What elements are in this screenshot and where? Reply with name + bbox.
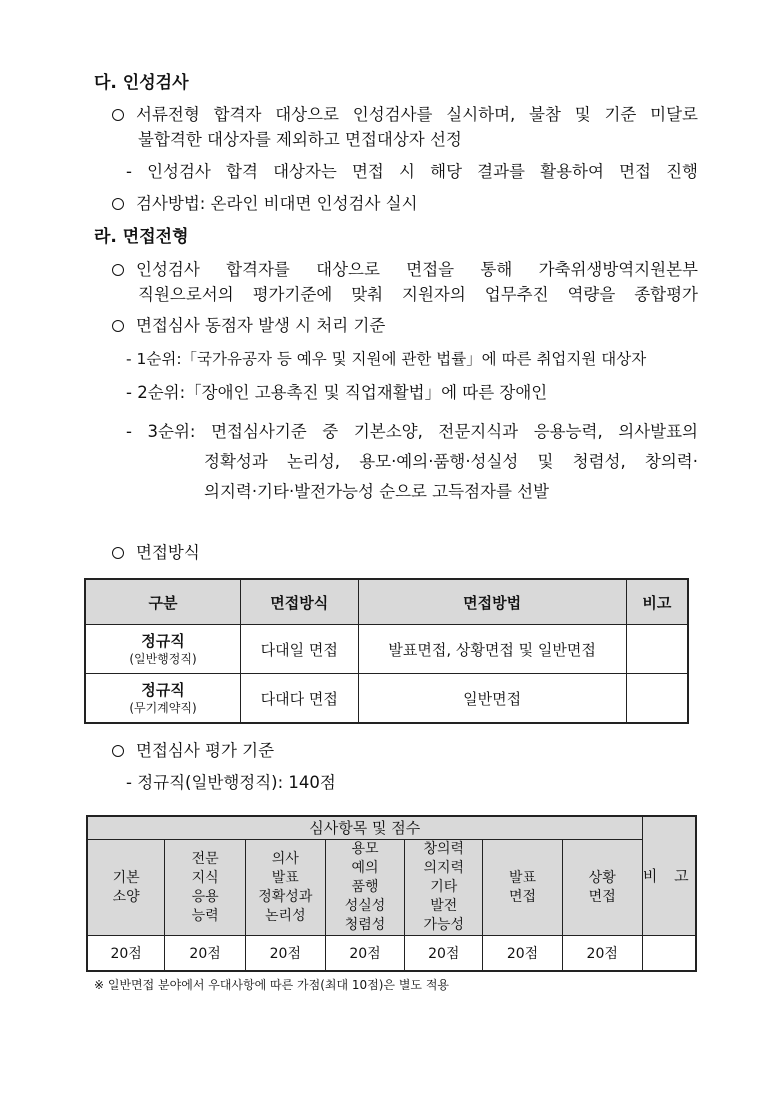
section-title-da: 다. 인성검사 [94, 73, 189, 93]
circle-bullet-icon [112, 547, 124, 559]
table-row [85, 674, 688, 724]
score-cell: 20점 [165, 936, 246, 972]
bullet-item: 검사방법: 온라인 비대면 인성검사 실시 [112, 193, 418, 215]
criteria-header-line: 성실성 [344, 898, 386, 914]
criteria-header [245, 840, 325, 936]
note-cell [626, 674, 688, 724]
footnote: ※ 일반면접 분야에서 우대사항에 따른 가점(최대 10점)은 별도 적용 [94, 978, 450, 992]
criteria-header-line: 정확성과 [258, 888, 313, 905]
interview-method-table [84, 578, 689, 724]
criteria-header-line: 지식 [191, 869, 219, 886]
criteria-header-line: 창의력 [423, 841, 465, 857]
category-cell: 정규직 (일반행정직) [85, 625, 240, 674]
column-header: 비고 [626, 579, 688, 625]
column-header: 구분 [85, 579, 240, 625]
note-cell [626, 625, 688, 674]
criteria-header-line: 발표 [508, 869, 537, 886]
circle-bullet-icon [112, 745, 124, 757]
column-header: 면접방식 [240, 579, 358, 625]
score-cell: 20점 [562, 936, 642, 972]
criteria-header-line: 전문 [191, 850, 219, 867]
criteria-header [405, 840, 483, 936]
circle-bullet-icon [112, 198, 124, 210]
evaluation-criteria-table [86, 815, 697, 972]
note-header: 비 고 [642, 816, 696, 936]
score-cell: 20점 [87, 936, 165, 972]
criteria-header-line: 의지력 [423, 860, 465, 876]
circle-bullet-icon [112, 264, 124, 276]
criteria-header-line: 논리성 [265, 907, 306, 924]
bullet-item: 면접심사 평가 기준 [112, 740, 274, 762]
criteria-header-line: 면접 [588, 888, 616, 905]
group-header: 심사항목 및 점수 [87, 816, 642, 840]
table-header-row [87, 816, 696, 840]
criteria-header-line: 품행 [351, 879, 379, 895]
criteria-header-line: 발표 [271, 869, 299, 886]
rank-item-2: - 2순위:「장애인 고용촉진 및 직업재활법」에 따른 장애인 [126, 383, 548, 402]
bullet-item-cont: 불합격한 대상자를 제외하고 면접대상자 선정 [138, 130, 462, 149]
criteria-header-line: 기본 [112, 869, 140, 886]
dash-item: - 정규직(일반행정직): 140점 [126, 773, 336, 792]
criteria-header [483, 840, 563, 936]
bullet-item-cont: 직원으로서의 평가기준에 맞춰 지원자의 업무추진 역량을 종합평가 [138, 285, 698, 304]
table-row [85, 625, 688, 674]
bullet-item: 인성검사 합격자를 대상으로 면접을 통해 가축위생방역지원본부 [112, 259, 698, 281]
note-cell [642, 936, 696, 972]
bullet-item: 면접방식 [112, 542, 200, 564]
method-cell: 발표면접, 상황면접 및 일반면접 [358, 625, 626, 674]
criteria-header-line: 가능성 [423, 917, 465, 933]
circle-bullet-icon [112, 320, 124, 332]
criteria-header-line: 의사 [271, 850, 299, 867]
circle-bullet-icon [112, 109, 124, 121]
bullet-item: 면접심사 동점자 발생 시 처리 기준 [112, 315, 385, 337]
section-title-ra: 라. 면접전형 [94, 227, 189, 247]
criteria-header-line: 청렴성 [344, 917, 386, 933]
criteria-header-line: 기타 [430, 879, 458, 895]
table-row [87, 936, 696, 972]
mode-cell: 다대일 면접 [240, 625, 358, 674]
mode-cell: 다대다 면접 [240, 674, 358, 724]
criteria-header-line: 응용 [191, 888, 219, 905]
score-cell: 20점 [405, 936, 483, 972]
criteria-header-line: 능력 [191, 907, 219, 924]
score-cell: 20점 [483, 936, 563, 972]
rank-item-3: - 3순위: 면접심사기준 중 기본소양, 전문지식과 응용능력, 의사발표의 [126, 422, 698, 441]
criteria-header [562, 840, 642, 936]
column-header: 면접방법 [358, 579, 626, 625]
criteria-header-line: 용모 [351, 841, 379, 857]
score-cell: 20점 [325, 936, 405, 972]
rank-item-3-cont: 의지력·기타·발전가능성 순으로 고득점자를 선발 [204, 482, 550, 501]
dash-item: - 인성검사 합격 대상자는 면접 시 해당 결과를 활용하여 면접 진행 [126, 162, 698, 181]
table-header-row [87, 840, 696, 936]
criteria-header [325, 840, 405, 936]
table-header-row [85, 579, 688, 625]
criteria-header-line: 소양 [112, 888, 140, 905]
rank-item-3-cont: 정확성과 논리성, 용모·예의·품행·성실성 및 청렴성, 창의력· [204, 452, 698, 471]
criteria-header-line: 예의 [351, 860, 379, 876]
criteria-header [87, 840, 165, 936]
criteria-header [165, 840, 246, 936]
score-cell: 20점 [245, 936, 325, 972]
rank-item-1: - 1순위:「국가유공자 등 예우 및 지원에 관한 법률」에 따른 취업지원 대상자 [126, 350, 647, 368]
category-cell: 정규직 (무기계약직) [85, 674, 240, 724]
criteria-header-line: 발전 [430, 898, 458, 914]
criteria-header-line: 면접 [508, 888, 537, 905]
criteria-header-line: 상황 [588, 869, 616, 886]
method-cell: 일반면접 [358, 674, 626, 724]
bullet-item: 서류전형 합격자 대상으로 인성검사를 실시하며, 불참 및 기준 미달로 [112, 104, 698, 126]
